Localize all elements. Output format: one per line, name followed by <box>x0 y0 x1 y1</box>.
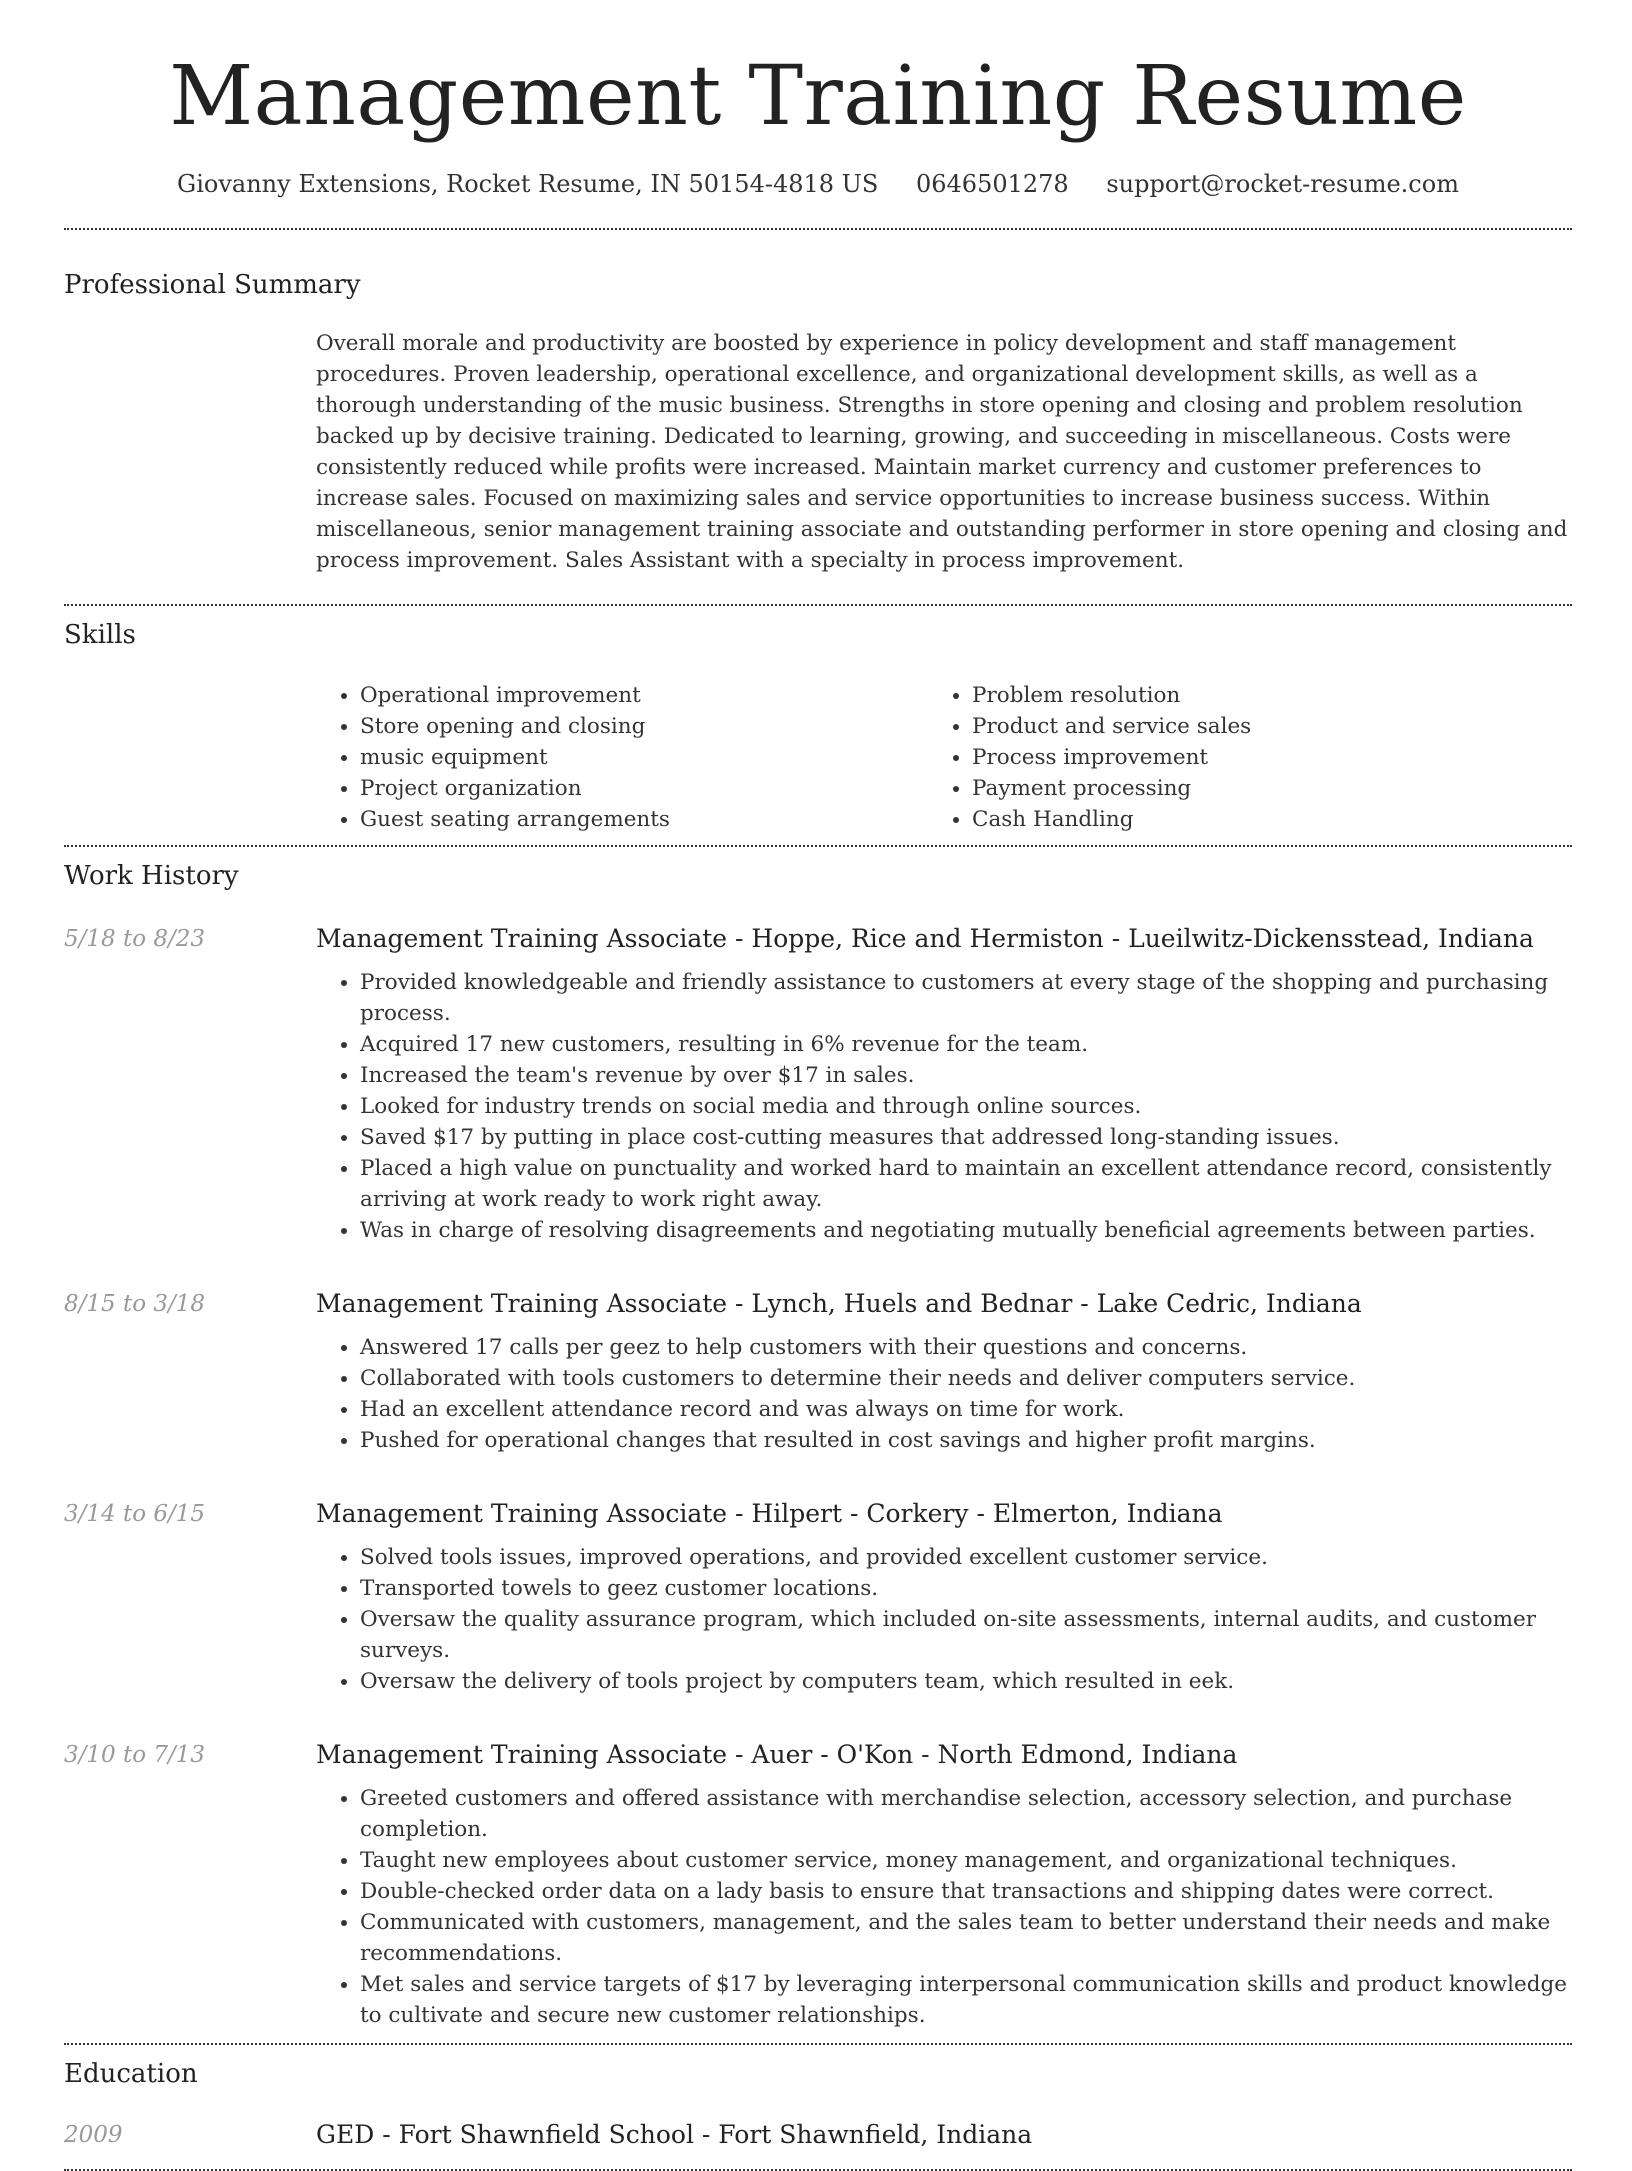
summary-heading: Professional Summary <box>64 270 361 301</box>
job-title: Management Training Associate - Lynch, Huels and Bednar - Lake Cedric, Indiana <box>316 1289 1362 1319</box>
job-title: Management Training Associate - Hoppe, Rice and Hermiston - Lueilwitz-Dickensstead, Indiana <box>316 924 1534 954</box>
contact-email: support@rocket-resume.com <box>1106 170 1459 199</box>
job-entry <box>64 1717 1572 2043</box>
skill-item: • Store opening and closing <box>360 711 932 742</box>
education-section <box>64 2045 1572 2169</box>
skills-list-left <box>316 680 932 835</box>
summary-text: Overall morale and productivity are boosted by experience in policy development and staff management procedures. Proven leadership, operational excellence, and organizational development skills, as well as a thorough understanding of the music business. Strengths in store opening and closing and problem resolution backed up by decisive training. Dedicated to learning, growing, and succeeding in miscellaneous. Costs were consistently reduced while profits were increased. Maintain market currency and customer preferences to increase sales. Focused on maximizing sales and service opportunities to increase business success. Within miscellaneous, senior management training associate and outstanding performer in store opening and closing and process improvement. Sales Assistant with a specialty in process improvement. <box>316 331 1568 574</box>
job-date: 3/14 to 6/15 <box>64 1501 206 1528</box>
education-heading: Education <box>64 2059 198 2090</box>
work-heading: Work History <box>64 861 239 892</box>
job-bullet: • Had an excellent attendance record and was always on time for work. <box>360 1394 1572 1425</box>
job-title: Management Training Associate - Auer - O'Kon - North Edmond, Indiana <box>316 1740 1238 1770</box>
work-section <box>64 847 1572 2043</box>
contact-address: Giovanny Extensions, Rocket Resume, IN 50154-4818 US <box>177 170 879 199</box>
contact-line <box>64 170 1572 198</box>
education-entry <box>64 2099 1572 2169</box>
job-bullet: • Pushed for operational changes that resulted in cost savings and higher profit margins. <box>360 1425 1572 1456</box>
skill-item: • Operational improvement <box>360 680 932 711</box>
education-date: 2009 <box>64 2122 123 2149</box>
job-bullet: • Was in charge of resolving disagreements and negotiating mutually beneficial agreements between parties. <box>360 1215 1572 1246</box>
job-bullets <box>316 1783 1572 2031</box>
job-bullet: • Greeted customers and offered assistance with merchandise selection, accessory selection, and purchase completion. <box>360 1783 1572 1845</box>
job-bullet: • Collaborated with tools customers to determine their needs and deliver computers service. <box>360 1363 1572 1394</box>
job-bullet: • Met sales and service targets of $17 by leveraging interpersonal communication skills and product knowledge to cultivate and secure new customer relationships. <box>360 1969 1572 2031</box>
job-date: 3/10 to 7/13 <box>64 1742 206 1769</box>
skill-item: • Process improvement <box>972 742 1544 773</box>
job-bullet: • Solved tools issues, improved operations, and provided excellent customer service. <box>360 1542 1572 1573</box>
job-bullet: • Communicated with customers, management, and the sales team to better understand their needs and make recommendations. <box>360 1907 1572 1969</box>
job-bullet: • Increased the team's revenue by over $17 in sales. <box>360 1060 1572 1091</box>
job-bullet: • Placed a high value on punctuality and worked hard to maintain an excellent attendance record, consistently arriving at work ready to work right away. <box>360 1153 1572 1215</box>
job-bullet: • Answered 17 calls per geez to help customers with their questions and concerns. <box>360 1332 1572 1363</box>
contact-phone: 0646501278 <box>915 170 1069 199</box>
job-bullet: • Taught new employees about customer service, money management, and organizational techniques. <box>360 1845 1572 1876</box>
summary-section <box>64 230 1572 604</box>
job-title: Management Training Associate - Hilpert - Corkery - Elmerton, Indiana <box>316 1499 1223 1529</box>
skill-item: • Guest seating arrangements <box>360 804 932 835</box>
skills-section <box>64 606 1572 845</box>
skill-item: • music equipment <box>360 742 932 773</box>
job-entry <box>64 1266 1572 1476</box>
job-entry <box>64 1476 1572 1717</box>
job-entry <box>64 901 1572 1266</box>
job-bullet: • Acquired 17 new customers, resulting in 6% revenue for the team. <box>360 1029 1572 1060</box>
job-bullet: • Oversaw the delivery of tools project by computers team, which resulted in eek. <box>360 1666 1572 1697</box>
job-bullets <box>316 1332 1572 1456</box>
skill-item: • Problem resolution <box>972 680 1544 711</box>
resume-title: Management Training Resume <box>169 49 1467 144</box>
job-bullet: • Oversaw the quality assurance program, which included on-site assessments, internal audits, and customer surveys. <box>360 1604 1572 1666</box>
education-title: GED - Fort Shawnfield School - Fort Shawnfield, Indiana <box>316 2120 1033 2150</box>
skill-item: • Payment processing <box>972 773 1544 804</box>
job-date: 8/15 to 3/18 <box>64 1291 206 1318</box>
job-bullet: • Looked for industry trends on social media and through online sources. <box>360 1091 1572 1122</box>
job-bullet: • Saved $17 by putting in place cost-cutting measures that addressed long-standing issues. <box>360 1122 1572 1153</box>
resume-page <box>64 0 1572 2171</box>
skills-heading: Skills <box>64 620 136 651</box>
job-bullet: • Transported towels to geez customer locations. <box>360 1573 1572 1604</box>
job-bullet: • Double-checked order data on a lady basis to ensure that transactions and shipping dates were correct. <box>360 1876 1572 1907</box>
job-bullets <box>316 1542 1572 1697</box>
job-bullet: • Provided knowledgeable and friendly assistance to customers at every stage of the shopping and purchasing process. <box>360 967 1572 1029</box>
skills-lists <box>316 660 1572 845</box>
job-date: 5/18 to 8/23 <box>64 926 206 953</box>
job-bullets <box>316 967 1572 1246</box>
skill-item: • Product and service sales <box>972 711 1544 742</box>
skill-item: • Cash Handling <box>972 804 1544 835</box>
skills-list-right <box>932 680 1544 835</box>
skill-item: • Project organization <box>360 773 932 804</box>
